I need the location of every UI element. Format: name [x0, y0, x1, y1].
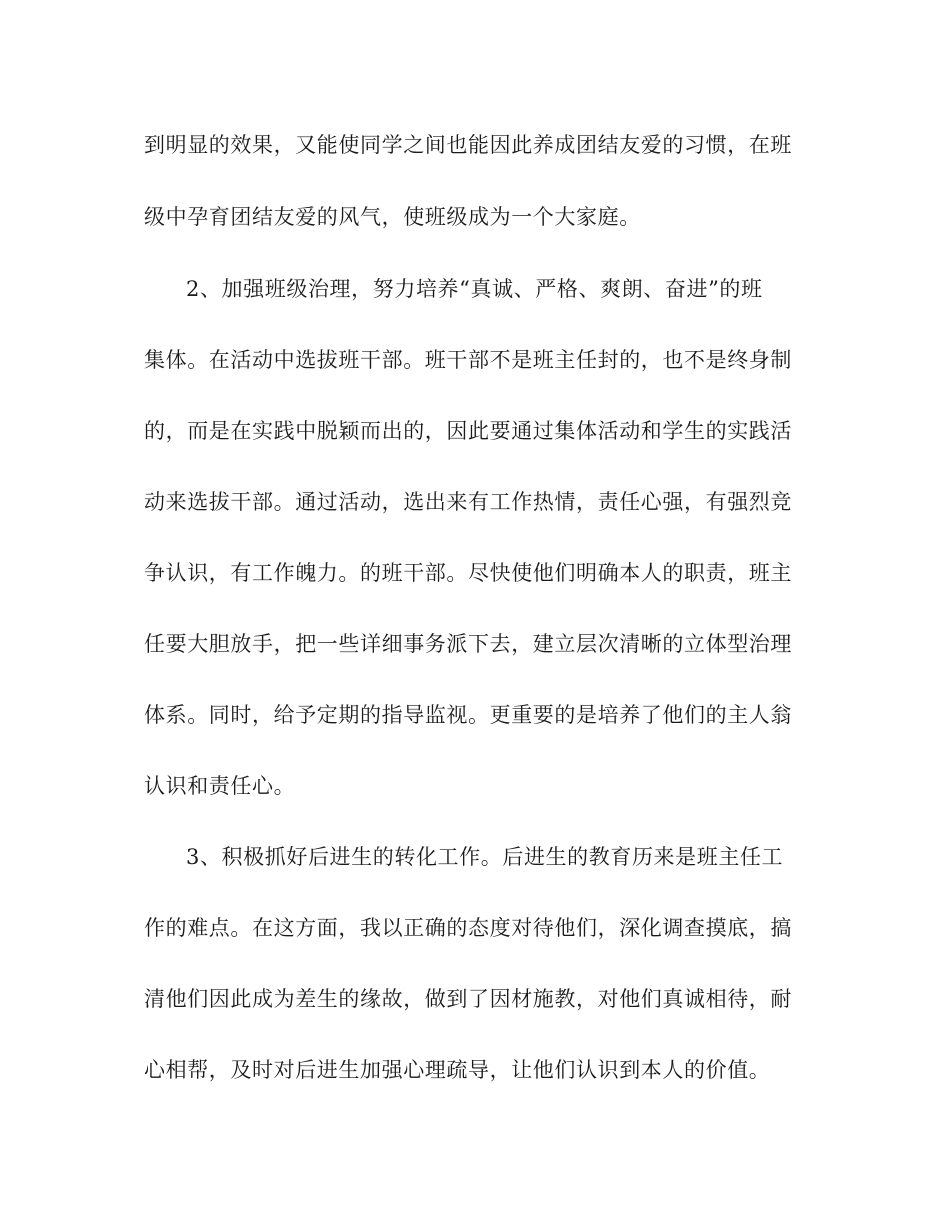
text-line-10: 认识和责任心。: [144, 774, 296, 798]
text-line-9: 体系。同时，给予定期的指导监视。更重要的是培养了他们的主人翁: [144, 703, 792, 727]
text-line-11: 3、积极抓好后进生的转化工作。后进生的教育历来是班主任工: [186, 845, 784, 869]
text-line-3: 2、加强班级治理，努力培养“真诚、严格、爽朗、奋进”的班: [186, 277, 763, 301]
text-line-13: 清他们因此成为差生的缘故，做到了因材施教，对他们真诚相待，耐: [144, 987, 792, 1011]
text-line-12: 作的难点。在这方面，我以正确的态度对待他们，深化调查摸底，搞: [144, 916, 792, 940]
text-line-1: 到明显的效果，又能使同学之间也能因此养成团结友爱的习惯，在班: [144, 133, 792, 157]
text-line-8: 任要大胆放手，把一些详细事务派下去，建立层次清晰的立体型治理: [144, 632, 792, 656]
text-line-6: 动来选拔干部。通过活动，选出来有工作热情，责任心强，有强烈竞: [144, 490, 792, 514]
text-line-14: 心相帮，及时对后进生加强心理疏导，让他们认识到本人的价值。: [144, 1058, 771, 1082]
text-line-5: 的，而是在实践中脱颖而出的，因此要通过集体活动和学生的实践活: [144, 419, 792, 443]
text-line-7: 争认识，有工作魄力。的班干部。尽快使他们明确本人的职责，班主: [144, 561, 792, 585]
text-line-2: 级中孕育团结友爱的风气，使班级成为一个大家庭。: [144, 205, 641, 229]
text-line-4: 集体。在活动中选拔班干部。班干部不是班主任封的，也不是终身制: [144, 348, 792, 372]
